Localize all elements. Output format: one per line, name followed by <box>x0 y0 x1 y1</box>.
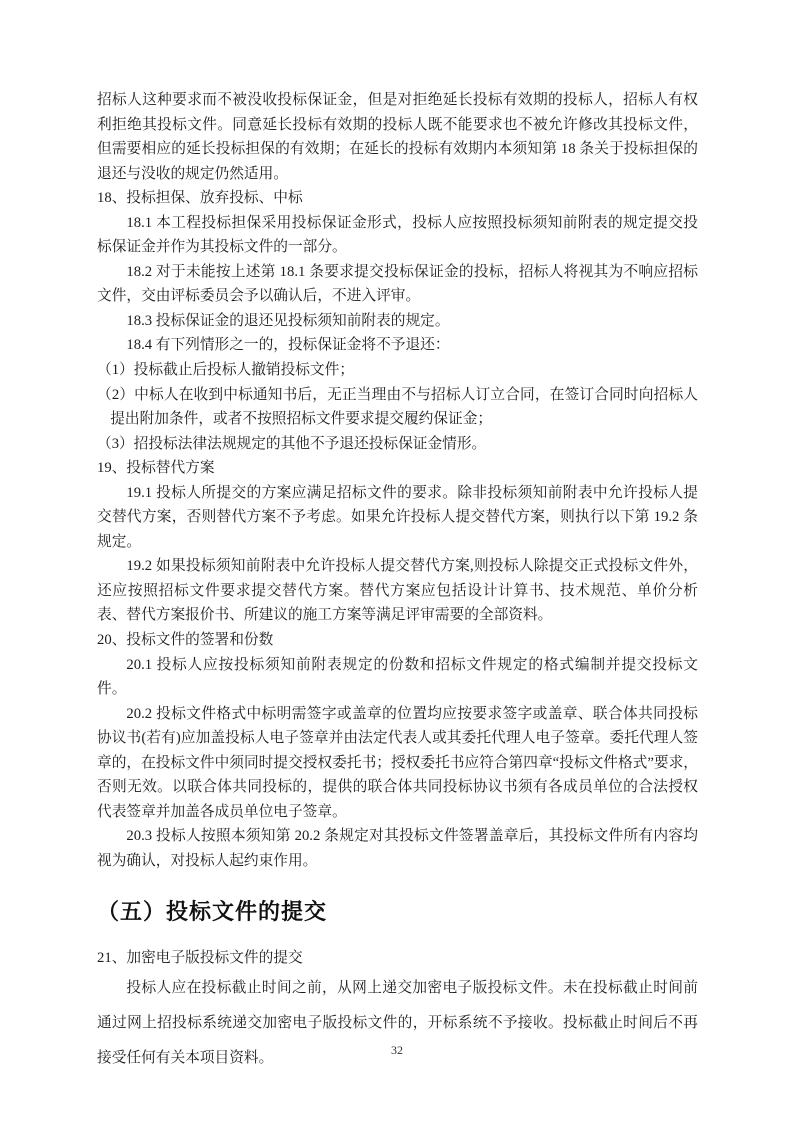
paragraph: 18.2 对于未能按上述第 18.1 条要求提交投标保证金的投标，招标人将视其为不响应招标文件，交由评标委员会予以确认后，不进入评审。 <box>97 263 698 305</box>
paragraph: （3）招投标法律法规规定的其他不予退还投标保证金情形。 <box>97 435 487 452</box>
paragraph: 19、投标替代方案 <box>97 460 215 477</box>
paragraph: （2）中标人在收到中标通知书后，无正当理由不与招标人订立合同，在签订合同时向招标人提出附加条件，或者不按照招标文件要求提交履约保证金； <box>97 386 698 428</box>
paragraph: 19.1 投标人所提交的方案应满足招标文件的要求。除非投标须知前附表中允许投标人提交替代方案，否则替代方案不予考虑。如果允许投标人提交替代方案，则执行以下第 19.2 条规定。 <box>97 484 698 550</box>
paragraph: 20、投标文件的签署和份数 <box>97 632 274 649</box>
paragraph: 18.3 投标保证金的退还见投标须知前附表的规定。 <box>126 312 450 329</box>
document-body <box>97 88 698 1076</box>
paragraph: 19.2 如果投标须知前附表中允许投标人提交替代方案,则投标人除提交正式投标文件外，还应按照招标文件要求提交替代方案。替代方案应包括设计计算书、技术规范、单价分析表、替代方案报价书、所建议的施工方案等满足评审需要的全部资料。 <box>97 558 698 624</box>
paragraph: 20.3 投标人按照本须知第 20.2 条规定对其投标文件签署盖章后，其投标文件所有内容均视为确认，对投标人起约束作用。 <box>97 828 698 869</box>
page-number: 32 <box>391 1042 403 1057</box>
paragraph: 18、投标担保、放弃投标、中标 <box>97 190 303 207</box>
paragraph: （1）投标截止后投标人撤销投标文件； <box>97 362 355 379</box>
paragraph: 投标人应在投标截止时间之前，从网上递交加密电子版投标文件。未在投标截止时间前通过网上招投标系统递交加密电子版投标文件的，开标系统不予接收。投标截止时间后不再接受任何有关本项目资料。 <box>97 979 698 1066</box>
paragraph: 20.2 投标文件格式中标明需签字或盖章的位置均应按要求签字或盖章、联合体共同投标协议书(若有)应加盖投标人电子签章并由法定代表人或其委托代理人电子签章。委托代理人签章的，在投标文件中须同时提交授权委托书；授权委托书应符合第四章“投标文件格式”要求，否则无效。以联合体共同投标的，提供的联合体共同投标协议书须有各成员单位的合法授权代表签章并加盖各成员单位电子签章。 <box>97 705 698 820</box>
paragraph: 20.1 投标人应按投标须知前附表规定的份数和招标文件规定的格式编制并提交投标文件。 <box>97 656 698 698</box>
paragraph: 招标人这种要求而不被没收投标保证金，但是对拒绝延长投标有效期的投标人，招标人有权利拒绝其投标文件。同意延长投标有效期的投标人既不能要求也不被允许修改其投标文件，但需要相应的延长投标担保的有效期；在延长的投标有效期内本须知第 18 条关于投标担保的退还与没收的规定仍然适用。 <box>97 92 698 182</box>
paragraph: 21、加密电子版投标文件的提交 <box>97 950 303 967</box>
page-footer <box>0 1040 794 1060</box>
paragraph: 18.1 本工程投标担保采用投标保证金形式，投标人应按照投标须知前附表的规定提交投标保证金并作为其投标文件的一部分。 <box>97 214 698 256</box>
section-heading: （五）投标文件的提交 <box>97 898 328 924</box>
paragraph: 18.4 有下列情形之一的，投标保证金将不予退还： <box>126 337 450 354</box>
